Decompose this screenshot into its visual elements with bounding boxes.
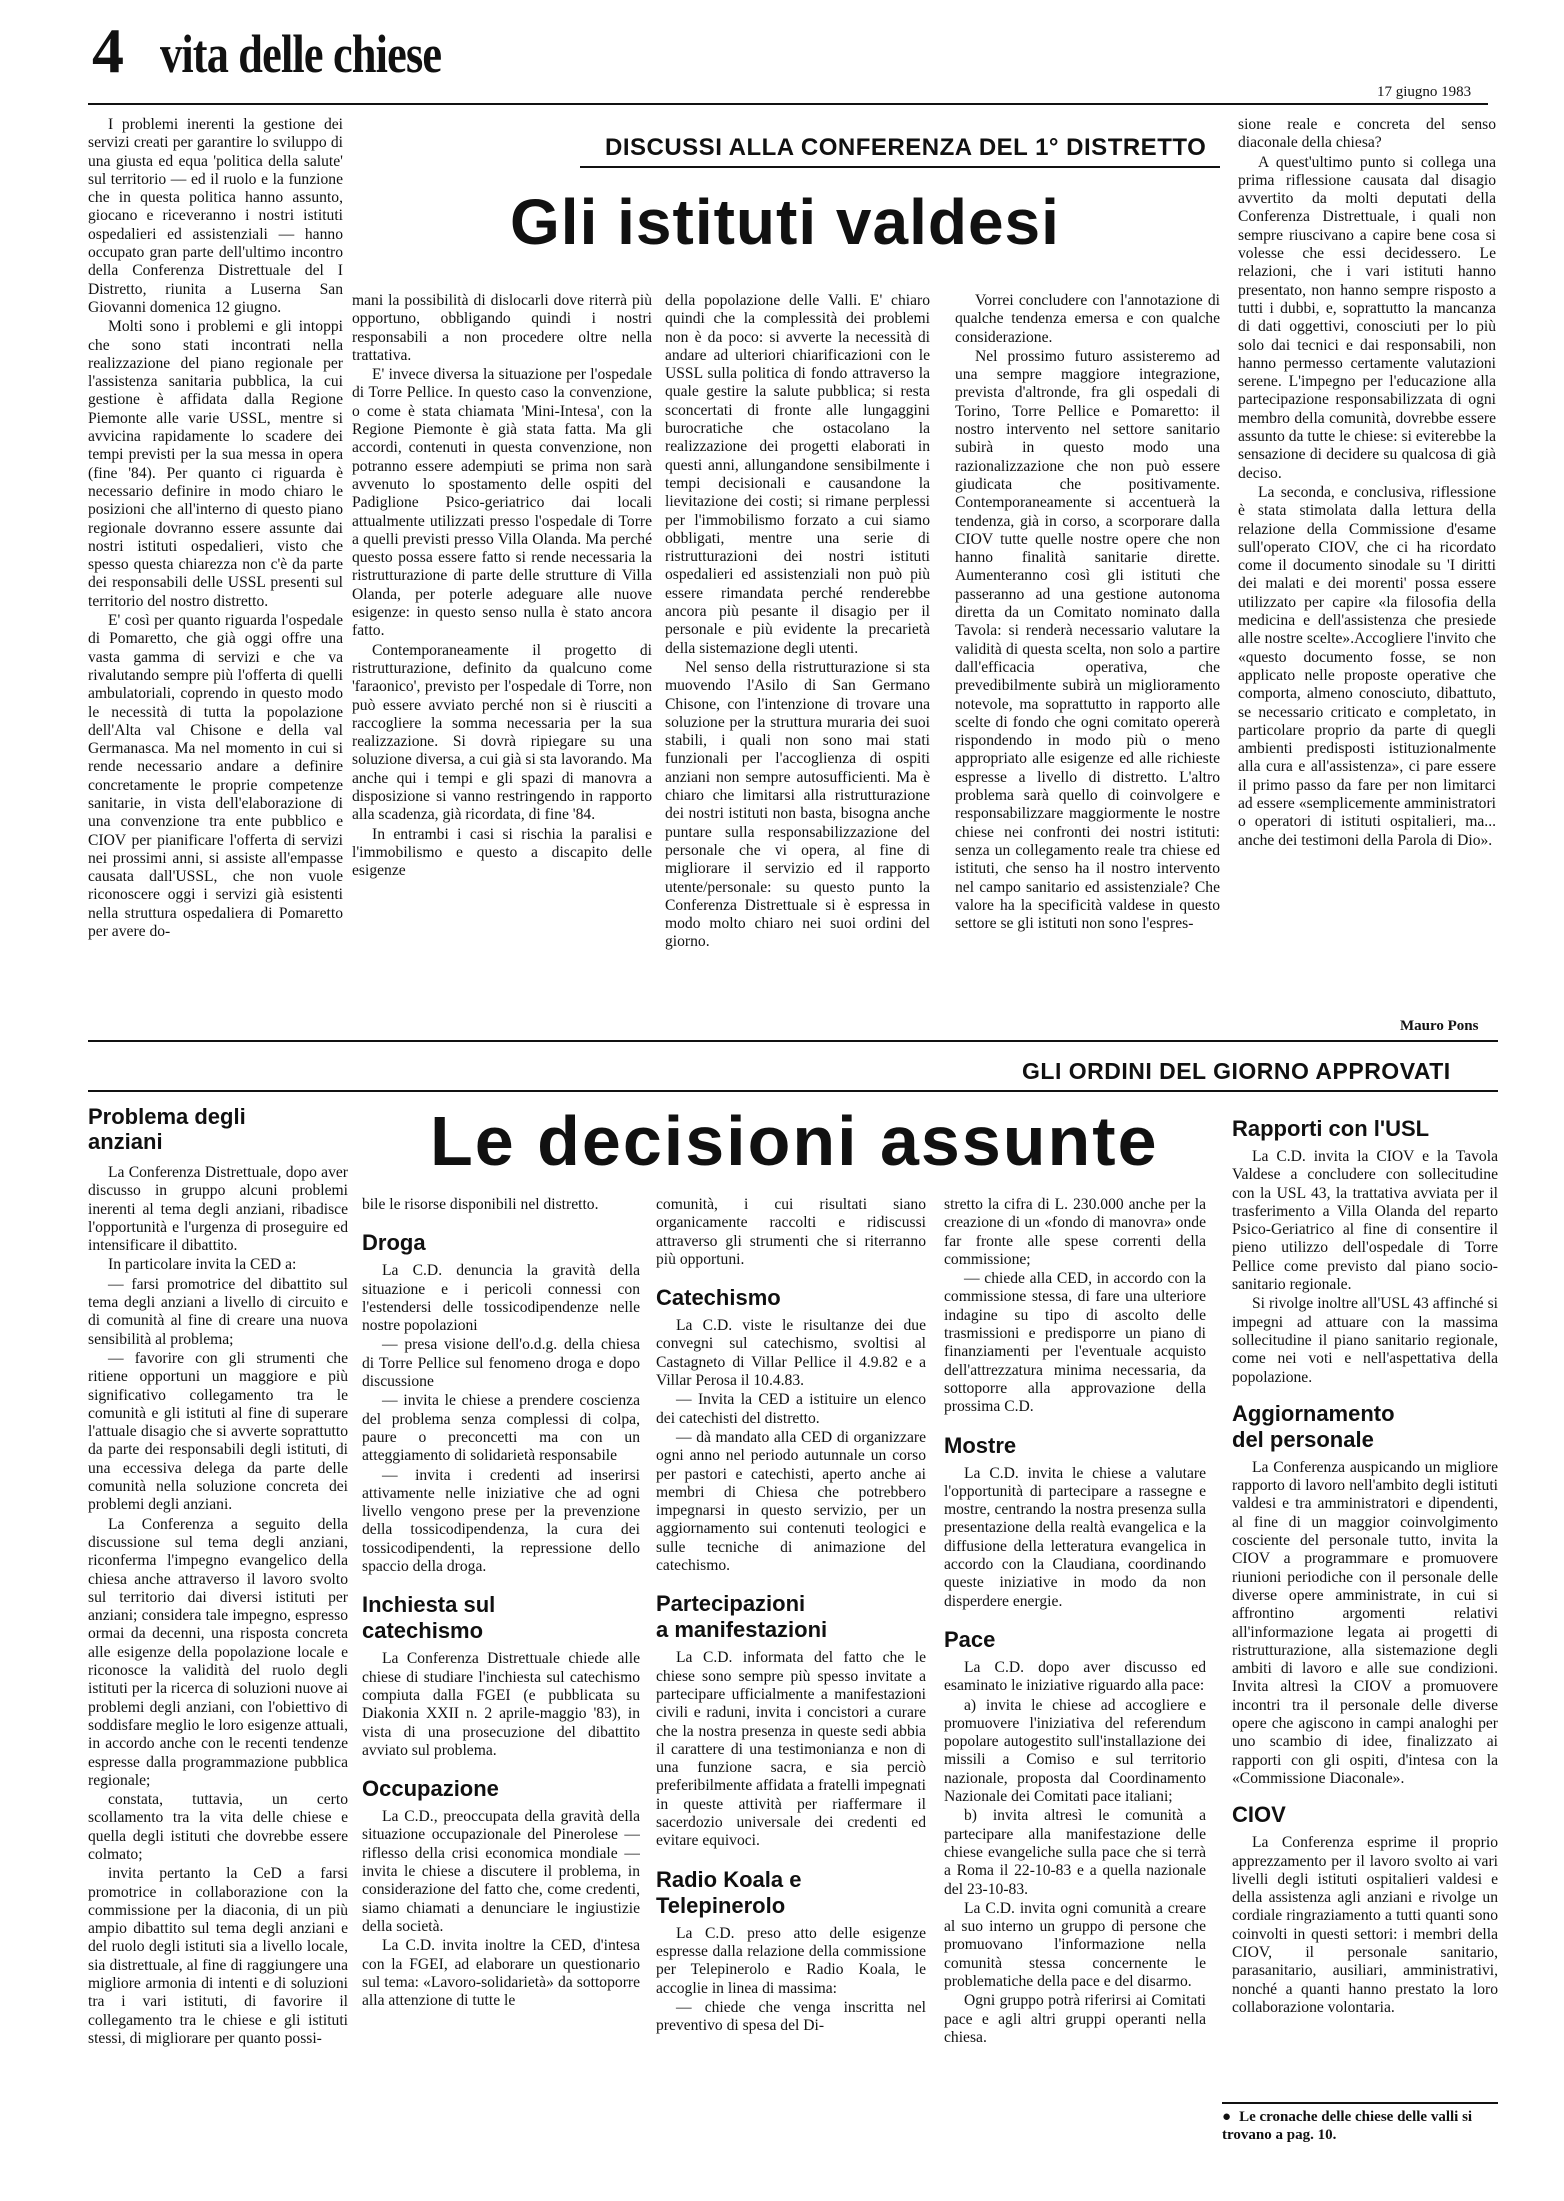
paragraph: Nel senso della ristrutturazione si sta muovendo l'Asilo di San Germano Chisone, con l'intenzione di trovare una soluzione per la struttura muraria dei suoi stabili, i quali non sono mai stati funzionali per l'accoglienza di ospiti anziani non sempre autosufficienti. Ma è chiaro che limitarsi alla ristrutturazione dei nostri istituti non basta, bisogna anche puntare sulla responsabilizzazione del personale che vi opera, al fine di migliorare il servizio ed il rapporto utente/personale: su questo punto la Conferenza Distrettuale si è espressa in modo molto chiaro nei suoi ordini del giorno. bbox=[665, 658, 930, 951]
paragraph: La C.D. dopo aver discusso ed esaminato le iniziative riguardo alla pace: bbox=[944, 1658, 1206, 1695]
kicker-rule bbox=[580, 166, 1220, 168]
paragraph: della popolazione delle Valli. E' chiaro quindi che la complessità dei problemi non è da poco: si avverte la necessità di andare ad ulteriori chiarificazioni con le USSL sulla politica di fondo attraverso la quale gestire la salute pubblica; si resta sconcertati di fronte alle lungaggini burocratiche che ostacolano la realizzazione dei progetti elaborati in questi anni, allungandone sensibilmente i tempi decisionali e causandone la lievitazione dei costi; si rimane perplessi per l'immobilismo forzato a cui siamo obbligati, mentre una serie di ristrutturazioni dei nostri istituti ospedalieri ed assistenziali non può più essere rimandata perché renderebbe ancora più pesante il disagio per il personale e più evidente la precarietà della sistemazione degli utenti. bbox=[665, 292, 930, 657]
section-heading-ciov: CIOV bbox=[1232, 1802, 1286, 1828]
section-heading-pace: Pace bbox=[944, 1626, 996, 1652]
paragraph: sione reale e concreta del senso diaconale della chiesa? bbox=[1238, 116, 1496, 152]
article-valdesi-col5 bbox=[1238, 116, 1496, 986]
article-valdesi-col2 bbox=[352, 292, 652, 1022]
paragraph: — chiede alla CED, in accordo con la commissione stessa, di fare una ulteriore indagine su tipo di ascolto delle trasmissioni e predisporre un piano di finanziamenti per l'eventuale acquisto dell'attrezzatura minima necessaria, da sottoporre alla approvazione della prossima C.D. bbox=[944, 1270, 1206, 1416]
paragraph: In particolare invita la CED a: bbox=[108, 1256, 297, 1274]
paragraph: I problemi inerenti la gestione dei servizi creati per garantire lo sviluppo di una giusta ed equa 'politica della salute' sul territorio — ed il ruolo e la funzione che in questa politica hanno assunto, giocano e riceveranno i nostri istituti ospedalieri ed assistenziali — hanno occupato gran parte dell'ultimo incontro della Conferenza Distrettuale del I Distretto, riunita a Luserna San Giovanni domenica 12 giugno. bbox=[88, 116, 343, 316]
paragraph: — Invita la CED a istituire un elenco dei catechisti del distretto. bbox=[656, 1391, 926, 1427]
paragraph: La Conferenza Distrettuale chiede alle chiese di studiare l'inchiesta sul catechismo compiuta dalla FGEI (e pubblicata su Diakonia XXII n. 2 aprile-maggio '83), in vista di una prosecuzione del dibattito avviato sul problema. bbox=[362, 1650, 640, 1759]
paragraph: La Conferenza esprime il proprio apprezzamento per il lavoro svolto ai vari livelli degli istituti ospitalieri valdesi e della assistenza agli anziani e rivolge un cordiale ringraziamento a tutti quanti sono coinvolti in questi settori: i membri della CIOV, il personale sanitario, parasanitario, ausiliari, amministrativi, nonché a quanti hanno prestato la loro collaborazione volontaria. bbox=[1232, 1834, 1498, 2016]
paragraph: E' invece diversa la situazione per l'ospedale di Torre Pellice. In questo caso la convenzione, o come è stata chiamata 'Mini-Intesa', con la Regione Piemonte è già stata fatta. Ma gli accordi, contenuti in questa convenzione, non potranno essere adempiuti se prima non sarà avvenuto lo spostamento delle ospiti del Padiglione Psico-geriatrico dai locali attualmente utilizzati presso l'ospedale di Torre a quelli previsti presso Villa Olanda. Ma perché questo possa essere fatto si rende necessaria la ristrutturazione di parte delle strutture di Villa Olanda, per poterle adeguare alle nuove esigenze: in questo senso nulla è stato ancora fatto. bbox=[352, 366, 652, 640]
heading-line: anziani bbox=[88, 1129, 163, 1154]
paragraph: Ogni gruppo potrà riferirsi ai Comitati pace e agli altri gruppi operanti nella chiesa. bbox=[944, 1992, 1206, 2046]
page-number: 4 bbox=[92, 15, 124, 86]
heading-line: a manifestazioni bbox=[656, 1617, 828, 1643]
paragraph: — invita i credenti ad inserirsi attivamente nelle iniziative che ad ogni livello vengono prese per la prevenzione della tossicodipendenza, la cura dei tossicodipendenti, la repressione dello spaccio della droga. bbox=[362, 1466, 640, 1576]
heading-line: del personale bbox=[1232, 1426, 1374, 1452]
article-headline: Gli istituti valdesi bbox=[510, 186, 1060, 258]
paragraph: La C.D. invita ogni comunità a creare al suo interno un gruppo di persone che promuovano l'informazione nella comunità stessa concernente le problematiche della pace e del disarmo. bbox=[944, 1899, 1206, 1990]
heading-line: Aggiornamento bbox=[1232, 1400, 1395, 1426]
paragraph: invita pertanto la CeD a farsi promotrice in collaborazione con la commissione per la diaconia, di un più ampio dibattito sul tema degli anziani e del ruolo degli istituti sia a livello locale, sia distrettuale, al fine di raggiungere una migliore armonia di intenti e di soluzioni tra i vari istituti, di favorire il collegamento tra le chiese e gli istituti stessi, di migliorare per quanto possi- bbox=[88, 1865, 348, 2047]
section-heading-usl: Rapporti con l'USL bbox=[1232, 1116, 1430, 1141]
paragraph: comunità, i cui risultati siano organicamente raccolti e ridiscussi attraverso gli strumenti che si riterranno più opportuni. bbox=[656, 1196, 926, 1268]
heading-line: Inchiesta sul bbox=[362, 1592, 496, 1618]
heading-line: Problema degli bbox=[88, 1104, 246, 1129]
cross-reference-note bbox=[1222, 2108, 1498, 2144]
paragraph: La C.D. denuncia la gravità della situazione e i pericoli connessi con l'estendersi delle tossicodipendenze nelle nostre popolazioni bbox=[362, 1262, 640, 1335]
paragraph: La C.D. invita la CIOV e la Tavola Valdese a concludere con sollecitudine con la USL 43, la trattativa avviata per il trasferimento a Villa Olanda del reparto Psico-Geriatrico al fine di consentire il pieno utilizzo dell'ospedale di Torre Pellice come previsto dal piano socio-sanitario regionale. bbox=[1232, 1148, 1498, 1294]
paragraph: stretto la cifra di L. 230.000 anche per la creazione di un «fondo di manovra» onde far fronte alle spese correnti della commissione; bbox=[944, 1196, 1206, 1268]
paragraph: mani la possibilità di dislocarli dove riterrà più opportuno, obbligando quindi i nostri responsabili a non procedere oltre nella trattativa. bbox=[352, 292, 652, 364]
order-anziani bbox=[88, 1104, 348, 2134]
paragraph: — dà mandato alla CED di organizzare ogni anno nel periodo autunnale un corso per pastori e catechisti, aperto anche ai membri di Chiesa che potrebbero impegnarsi in questo servizio, per un aggiornamento sui contenuti teologici e sulle tecniche di animazione del catechismo. bbox=[656, 1428, 926, 1575]
section-heading-radio bbox=[656, 1867, 926, 1919]
section-heading-mostre: Mostre bbox=[944, 1432, 1017, 1458]
paragraph: La Conferenza a seguito della discussione sul tema degli anziani, riconferma l'impegno evangelico della chiesa anche attraverso il lavoro svolto sul territorio dai diversi istituti per anziani; considera tale impegno, espresso ormai da decenni, una risposta concreta alle esigenze della popolazione locale e riconosce la validità del ruolo degli istituti per la ricerca di soluzioni nuove ai problemi degli anziani, con l'obiettivo di soddisfare meglio le loro esigenze attuali, in accordo anche con le recenti tendenze espresse dalla programmazione pubblica regionale; bbox=[88, 1515, 348, 1789]
paragraph: Si rivolge inoltre all'USL 43 affinché si impegni ad attuare con la massima sollecitudine il piano sanitario regionale, come nei voti e nell'aspettativa della popolazione. bbox=[1232, 1295, 1498, 1386]
article-kicker: DISCUSSI ALLA CONFERENZA DEL 1° DISTRETTO bbox=[605, 134, 1207, 161]
paragraph: b) invita altresì le comunità a partecipare alla manifestazione delle chiese evangeliche sulla pace che si terrà a Roma il 22-10-83 e a quella nazionale del 23-10-83. bbox=[944, 1807, 1206, 1898]
section-divider bbox=[88, 1040, 1498, 1042]
paragraph: La C.D. invita inoltre la CED, d'intesa con la FGEI, ad elaborare un questionario sul tema: «Lavoro-solidarietà» da sottoporre alla attenzione di tutte le bbox=[362, 1937, 640, 2010]
heading-line: Radio Koala e bbox=[656, 1866, 802, 1892]
section-title: vita delle chiese bbox=[160, 24, 442, 84]
bottom-col5 bbox=[1232, 1116, 1498, 2102]
section-heading-partecipazioni bbox=[656, 1591, 926, 1643]
paragraph: La C.D. invita le chiese a valutare l'opportunità di partecipare a rassegne e mostre, centrando la nostra presenza sulla presentazione della realtà evangelica e la diffusione della letteratura evangelica in accordo con la Claudiana, coordinando queste iniziative in modo da non disperdere energie. bbox=[944, 1464, 1206, 1610]
section-heading-inchiesta bbox=[362, 1592, 640, 1644]
issue-date: 17 giugno 1983 bbox=[1377, 84, 1472, 100]
bottom-col2 bbox=[362, 1196, 640, 2134]
article-valdesi-col1 bbox=[88, 116, 343, 1036]
section-heading-aggiornamento bbox=[1232, 1401, 1498, 1453]
paragraph: Molti sono i problemi e gli intoppi che sono stati incontrati nella realizzazione del piano regionale per l'assistenza sanitaria pubblica, la cui gestione è affidata dalla Regione Piemonte alle varie USSL, mentre si avvicina rapidamente lo scadere dei tempi previsti per la sua messa in opera (fine '84). Per quanto ci riguarda è necessario definire in modo chiaro le posizioni che all'interno di questo piano regionale dovranno essere assunte dai nostri istituti ospedalieri, visto che spesso questa chiarezza non c'è da parte dei responsabili delle USSL presenti sul territorio del nostro distretto. bbox=[88, 318, 343, 610]
paragraph: La Conferenza Distrettuale, dopo aver discusso in gruppo alcuni problemi inerenti al tema degli anziani, ribadisce l'opportunità e l'urgenza di proseguire ed intensificare il dibattito. bbox=[88, 1164, 348, 1255]
paragraph: La seconda, e conclusiva, riflessione è stata stimolata dalla lettura della relazione della Commissione d'esame sull'operato CIOV, che ci ha ricordato come il documento sinodale su 'I diritti dei malati e dei morenti' possa essere utilizzato per capire «la filosofia della medicina e dell'assistenza che presiede alle nostre scelte».Accogliere l'invito che «questo documento fosse, se non applicato nelle proposte operative che comporta, almeno conosciuto, dibattuto, se necessario criticato e completato, in particolare proprio da parte di quegli ambienti predisposti istituzionalmente alla cura e all'assistenza», ci pare essere il primo passo da fare per non limitarci ad essere «semplicemente amministratori o operatori di istituti ospitalieri, ma... anche dei testimoni della Parola di Dio». bbox=[1238, 483, 1496, 849]
section-heading-occupazione: Occupazione bbox=[362, 1776, 499, 1802]
paragraph: La C.D. viste le risultanze dei due convegni sul catechismo, svoltisi al Castagneto di Villar Pellice il 4.9.82 e a Villar Perosa il 10.4.83. bbox=[656, 1317, 926, 1390]
section-heading bbox=[88, 1104, 348, 1154]
bottom-kicker: GLI ORDINI DEL GIORNO APPROVATI bbox=[1022, 1058, 1451, 1084]
paragraph: — invita le chiese a prendere coscienza del problema senza complessi di colpa, paure o preconcetti ma con un atteggiamento di solidarietà responsabile bbox=[362, 1392, 640, 1465]
paragraph: — farsi promotrice del dibattito sul tema degli anziani a livello di circuito e di comunità al fine di creare una nuova sensibilità al problema; bbox=[88, 1275, 348, 1348]
note-rule bbox=[1222, 2102, 1498, 2104]
paragraph: — chiede che venga inscritta nel preventivo di spesa del Di- bbox=[656, 1998, 926, 2035]
note-text: Le cronache delle chiese delle valli si trovano a pag. 10. bbox=[1222, 2109, 1473, 2143]
paragraph: Nel prossimo futuro assisteremo ad una sempre maggiore integrazione, prevista d'altronde, fra gli ospedali di Torino, Torre Pellice e Pomaretto: il nostro intervento nel settore sanitario subirà in questo modo una razionalizzazione che non può essere giudicata che positivamente. Contemporaneamente si accentuerà la tendenza, già in corso, a scorporare dalla CIOV tutte quelle nostre opere che non hanno finalità sanitarie dirette. Aumenteranno così gli istituti che passeranno ad una gestione autonoma diretta da un Comitato nominato dalla Tavola: si renderà necessario valutare la validità di questa scelta, non solo a partire dall'efficacia operativa, che prevedibilmente subirà un miglioramento notevole, ma soprattutto in rapporto alle scelte di fondo che ogni comitato opererà rispondendo in modo più o meno appropriato alle esigenze ed alle richieste espresse a livello di distretto. L'altro problema sarà quello di coinvolgere e responsabilizzare maggiormente le nostre chiese nei confronti dei nostri istituti: senza un collegamento reale tra chiese ed istituti, che senso ha il nostro intervento nel campo sanitario ed assistenziale? Che valore ha la specificità valdese in questo settore se gli istituti non sono l'espres- bbox=[955, 347, 1220, 933]
article-valdesi-col3 bbox=[665, 292, 930, 1022]
article-author: Mauro Pons bbox=[1400, 1018, 1479, 1034]
heading-line: catechismo bbox=[362, 1618, 484, 1644]
heading-line: Telepinerolo bbox=[656, 1892, 786, 1918]
article-valdesi-col4 bbox=[955, 292, 1220, 1022]
paragraph: La C.D. informata del fatto che le chiese sono sempre più spesso invitate a partecipare ufficialmente a manifestazioni civili e raduni, invita i concistori a curare che la nostra presenza in queste sedi abbia il carattere di una testimonianza e non di una funzione sacra, e sia perciò preferibilmente affidata a fratelli impegnati in queste attività per riaffermare il sacerdozio universale dei credenti ed evitare equivoci. bbox=[656, 1649, 926, 1850]
paragraph: — favorire con gli strumenti che ritiene opportuni un maggiore e più significativo collegamento tra le comunità e gli istituti al fine di superare l'attuale disagio che si avverte soprattutto da parte dei responsabili degli istituti, di una eccessiva delega da parte delle comunità nella soluzione concreta dei problemi degli anziani. bbox=[88, 1349, 348, 1514]
paragraph: constata, tuttavia, un certo scollamento tra la vita delle chiese e quella degli istituti che dovrebbe essere colmato; bbox=[88, 1791, 348, 1863]
paragraph: Vorrei concludere con l'annotazione di qualche tendenza emersa e con qualche considerazione. bbox=[955, 292, 1220, 346]
paragraph: La C.D., preoccupata della gravità della situazione occupazionale del Pinerolese — riflesso della crisi economica mondiale — invita le chiese a discutere il problema, in considerazione del fatto che, come credenti, siamo chiamati a denunciare le ingiustizie della società. bbox=[362, 1808, 640, 1935]
paragraph: E' così per quanto riguarda l'ospedale di Pomaretto, che già oggi offre una vasta gamma di servizi e che va rivalutando sempre più l'offerta di quelli ambulatoriali, coprendo in questo modo le necessità di tutta la popolazione dell'Alta val Chisone e della val Germanasca. Ma nel momento in cui si rende necessario andare a definire concretamente le proprie competenze sanitarie, in vista dell'elaborazione di una convenzione tra ente pubblico e CIOV per pianificare l'offerta di servizi nei prossimi anni, si assiste all'empasse causata dall'USSL, che non vuole riconoscere oggi i servizi già esistenti nella struttura ospedaliera di Pomaretto per avere do- bbox=[88, 612, 343, 941]
paragraph: A quest'ultimo punto si collega una prima riflessione causata dal disagio avvertito da molti deputati della Conferenza Distrettuale, i quali non sempre riuscivano a capire bene cosa si volesse che essi decidessero. Le relazioni, che i vari istituti hanno presentato, non hanno sempre risposto a tutti i dubbi, e, soprattutto la mancanza di dati oggettivi, conosciuti per lo più solo dai tecnici e dai responsabili, non hanno permesso certamente valutazioni serene. L'impegno per l'educazione alla partecipazione responsabilizzata di ogni membro della comunità, dovrebbe essere assunto da tutte le chiese: si eviterebbe la sensazione di decidere su qualcosa di già deciso. bbox=[1238, 153, 1496, 482]
masthead-rule bbox=[88, 103, 1488, 105]
paragraph: Contemporaneamente il progetto di ristrutturazione, definito da qualcuno come 'faraonico', previsto per l'ospedale di Torre, non può essere avviato perché non si è riusciti a raccogliere la somma necessaria per la sua realizzazione. Si dovrà ripiegare su una soluzione diversa, a cui già si sta lavorando. Ma anche qui i tempi e gli spazi di manovra a disposizione si vanno restringendo in rapporto alla scadenza, già ricordata, di fine '84. bbox=[352, 641, 652, 824]
paragraph: bile le risorse disponibili nel distretto. bbox=[362, 1196, 599, 1213]
paragraph: La C.D. preso atto delle esigenze espresse dalla relazione della commissione per Telepinerolo e Radio Koala, le accoglie in linea di massima: bbox=[656, 1924, 926, 1997]
section-heading-droga: Droga bbox=[362, 1230, 426, 1256]
bottom-col3 bbox=[656, 1196, 926, 2134]
paragraph: In entrambi i casi si rischia la paralisi e l'immobilismo e questo a discapito delle esigenze bbox=[352, 825, 652, 880]
paragraph: La Conferenza auspicando un migliore rapporto di lavoro nell'ambito degli istituti valdesi e tra amministratori e dipendenti, al fine di un maggior coinvolgimento cosciente del personale tutto, invita la CIOV a programmare e promuovere riunioni periodiche con il personale delle diverse opere amministrate, in cui si affrontino argomenti relativi all'informazione legata ai progetti di ristrutturazione, alla sistemazione degli ambiti di lavoro e alle sue condizioni. Invita altresì la CIOV a promuovere incontri tra il personale delle diverse opere che agiscono in campi analoghi per uno scambio di idee, finalizzato ai rapporti con gli ospiti, d'intesa con la «Commissione Diaconale». bbox=[1232, 1458, 1498, 1787]
bottom-kicker-rule bbox=[88, 1090, 1498, 1092]
bottom-headline: Le decisioni assunte bbox=[430, 1102, 1159, 1180]
bottom-col4 bbox=[944, 1196, 1206, 2134]
paragraph: — presa visione dell'o.d.g. della chiesa di Torre Pellice sul fenomeno droga e dopo discussione bbox=[362, 1336, 640, 1391]
bullet-icon: ● bbox=[1222, 2109, 1232, 2125]
paragraph: a) invita le chiese ad accogliere e promuovere l'iniziativa del referendum popolare autogestito sull'installazione dei missili a Comiso e sul territorio nazionale, proposta dal Coordinamento Nazionale dei Comitati pace italiani; bbox=[944, 1696, 1206, 1806]
heading-line: Partecipazioni bbox=[656, 1591, 806, 1617]
section-heading-catechismo: Catechismo bbox=[656, 1285, 781, 1311]
